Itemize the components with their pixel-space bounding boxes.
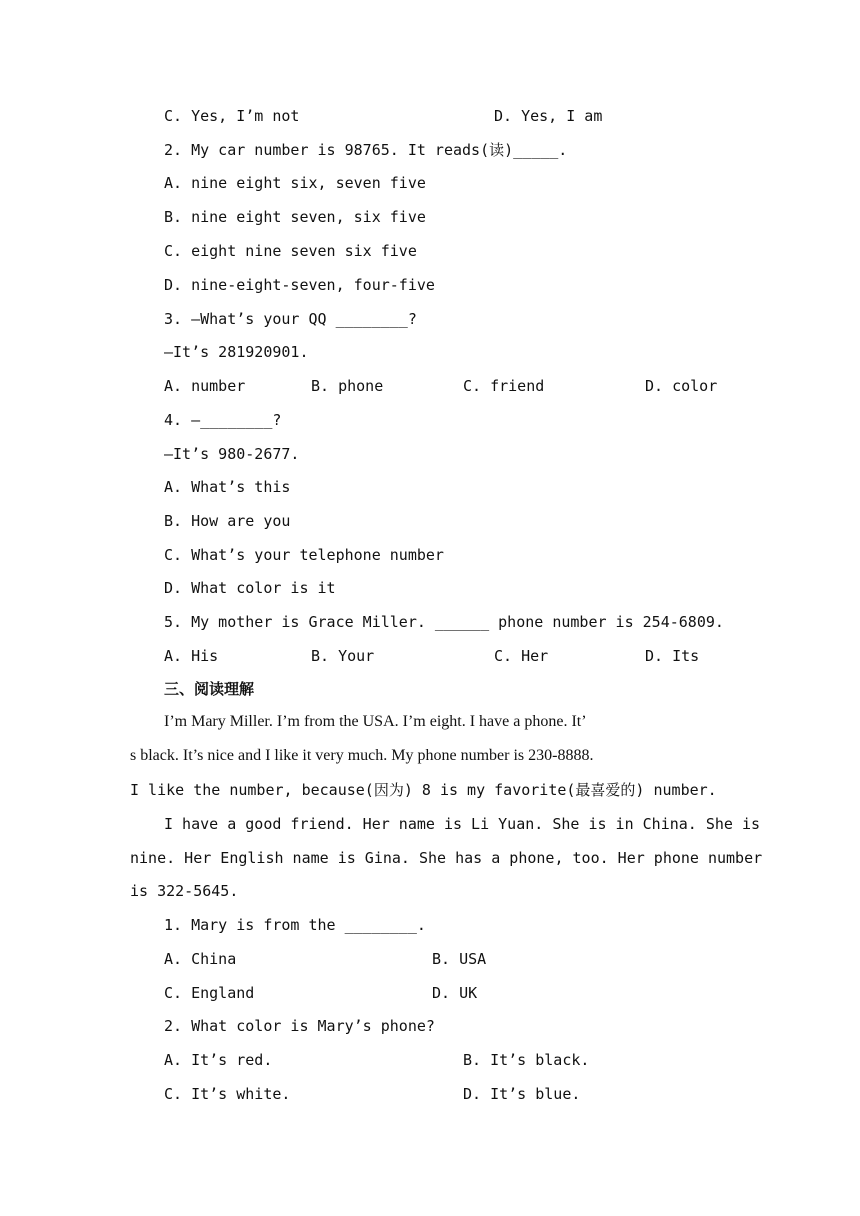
q3-option-b: B. phone (311, 377, 384, 395)
rq1-option-b: B. USA (432, 950, 487, 968)
q1-option-d: D. Yes, I am (494, 107, 603, 125)
q5-option-b: B. Your (311, 647, 375, 665)
q3-option-d: D. color (645, 377, 718, 395)
q1-option-c: C. Yes, I’m not (164, 107, 300, 125)
rq2-option-b: B. It’s black. (463, 1051, 590, 1069)
passage-p2-line1: I have a good friend. Her name is Li Yuan. She is in China. She is (164, 815, 761, 833)
q4-stem: 4. —________? (164, 411, 282, 429)
q4-option-c: C. What’s your telephone number (164, 546, 444, 564)
q2-option-d: D. nine-eight-seven, four-five (164, 276, 435, 294)
q3-option-c: C. friend (463, 377, 545, 395)
rq1-option-c: C. England (164, 984, 255, 1002)
rq1-option-d: D. UK (432, 984, 478, 1002)
passage-p1-line2: s black. It’s nice and I like it very much. My phone number is 230-8888. (130, 747, 594, 764)
rq2-option-a: A. It’s red. (164, 1051, 273, 1069)
passage-p2-line2: nine. Her English name is Gina. She has a phone, too. Her phone number (130, 849, 763, 867)
rq2-option-d: D. It’s blue. (463, 1085, 581, 1103)
q2-option-b: B. nine eight seven, six five (164, 208, 426, 226)
q5-option-d: D. Its (645, 647, 700, 665)
q3-option-a: A. number (164, 377, 246, 395)
rq1-stem: 1. Mary is from the ________. (164, 916, 426, 934)
q4-answer: —It’s 980-2677. (164, 445, 300, 463)
q2-stem: 2. My car number is 98765. It reads(读)_____. (164, 141, 568, 159)
rq2-option-c: C. It’s white. (164, 1085, 291, 1103)
rq2-stem: 2. What color is Mary’s phone? (164, 1017, 435, 1035)
q5-option-c: C. Her (494, 647, 549, 665)
q4-option-a: A. What’s this (164, 478, 291, 496)
q5-option-a: A. His (164, 647, 219, 665)
q5-stem: 5. My mother is Grace Miller. ______ phone number is 254-6809. (164, 613, 724, 631)
passage-p2-line3: is 322-5645. (130, 882, 239, 900)
q4-option-b: B. How are you (164, 512, 291, 530)
q3-stem: 3. —What’s your QQ ________? (164, 310, 417, 328)
q2-option-a: A. nine eight six, seven five (164, 174, 426, 192)
q4-option-d: D. What color is it (164, 579, 336, 597)
q2-option-c: C. eight nine seven six five (164, 242, 417, 260)
passage-p1-line3: I like the number, because(因为) 8 is my favorite(最喜爱的) number. (130, 781, 717, 799)
section-title: 三、阅读理解 (164, 680, 255, 698)
q3-answer: —It’s 281920901. (164, 343, 309, 361)
passage-p1-line1: I’m Mary Miller. I’m from the USA. I’m eight. I have a phone. It’ (164, 713, 587, 730)
rq1-option-a: A. China (164, 950, 237, 968)
